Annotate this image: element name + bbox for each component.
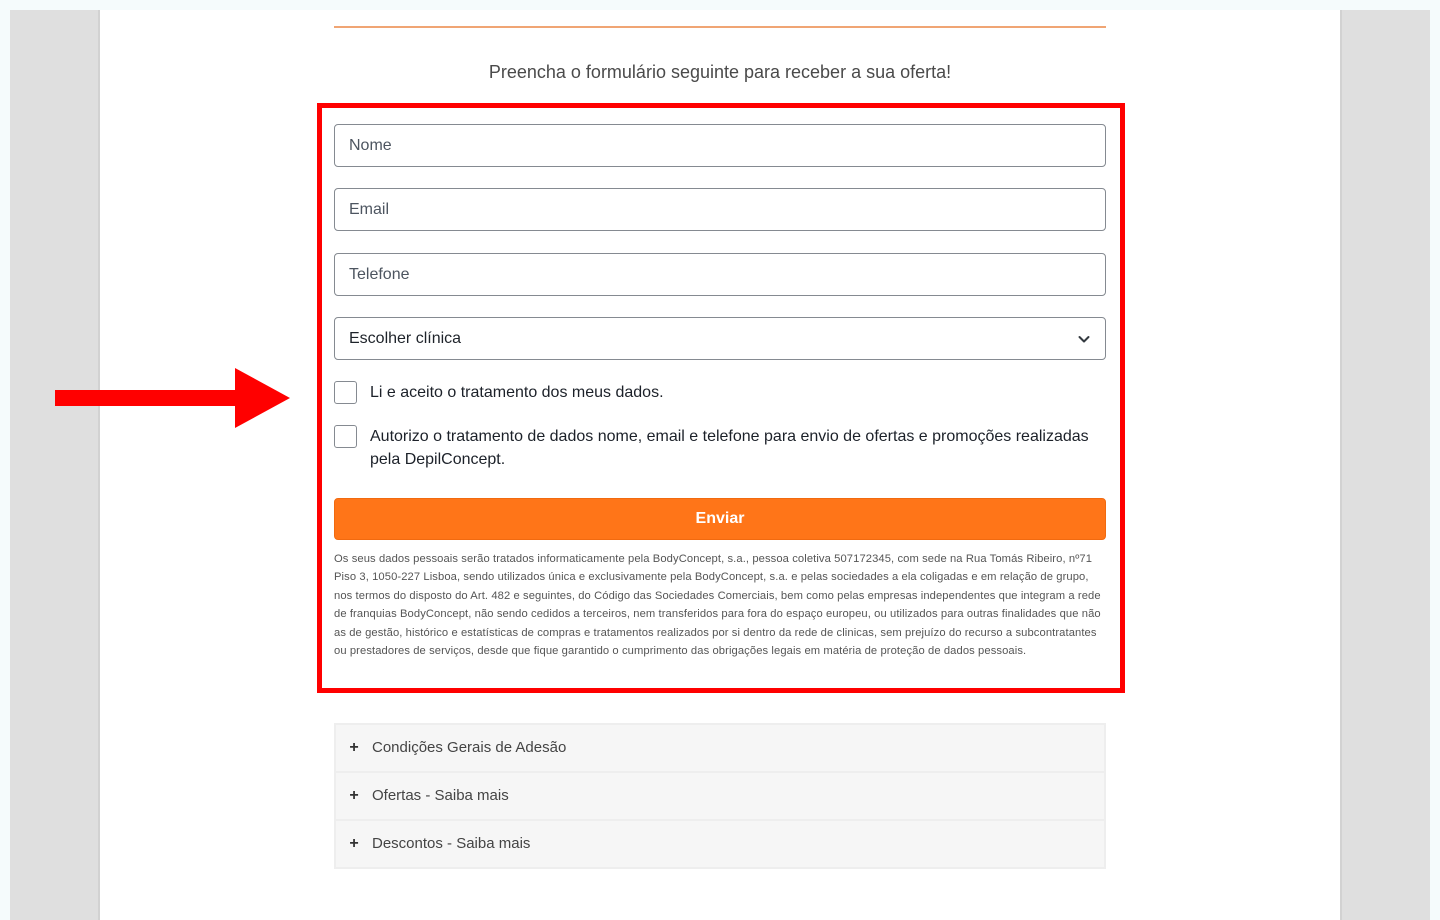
consent-row-marketing bbox=[334, 425, 1106, 471]
privacy-legal-text: Os seus dados pessoais serão tratados informaticamente pela BodyConcept, s.a., pessoa coletiva 507172345, com sede na Rua Tomás Ribeiro, nº71 Piso 3, 1050-227 Lisboa, sendo utilizados única e exclusivamente pela BodyConcept, s.a. e pelas sociedades a ela coligadas e em relação de grupo, nos termos do disposto do Art. 482 e seguintes, do Código das Sociedades Comerciais, bem como pelas empresas independentes que integram a rede de franquias BodyConcept, não sendo cedidos a terceiros, nem transferidos para fora do espaço europeu, ou utilizados para outras finalidades que não as de gestão, histórico e estatísticas de compras e tratamentos realizados por si dentro da rede de clinicas, sem prejuízo do recurso a subcontratantes ou prestadores de serviços, desde que fique garantido o cumprimento das obrigações legais em matéria de proteção de dados pessoais. bbox=[334, 553, 1101, 658]
name-input[interactable] bbox=[334, 124, 1106, 167]
consent-label-marketing: Autorizo o tratamento de dados nome, email e telefone para envio de ofertas e promoções realizadas pela DepilConcept. bbox=[370, 428, 1089, 468]
email-input[interactable] bbox=[334, 188, 1106, 231]
chevron-down-icon bbox=[1077, 332, 1091, 346]
accordion-item-offers[interactable] bbox=[334, 772, 1106, 821]
intro-text: Preencha o formulário seguinte para receber a sua oferta! bbox=[488, 62, 952, 82]
consent-checkbox-marketing[interactable] bbox=[334, 425, 357, 448]
plus-icon: + bbox=[349, 738, 359, 756]
consent-row-data-processing bbox=[334, 381, 1106, 404]
plus-icon: + bbox=[349, 834, 359, 852]
orange-divider bbox=[334, 26, 1106, 28]
submit-button[interactable]: Enviar bbox=[334, 498, 1106, 540]
red-arrow-annotation-icon bbox=[55, 368, 290, 428]
phone-input[interactable] bbox=[334, 253, 1106, 296]
accordion-label: Condições Gerais de Adesão bbox=[372, 739, 567, 757]
clinic-select[interactable] bbox=[334, 317, 1106, 360]
info-accordion bbox=[334, 723, 1106, 869]
accordion-label: Descontos - Saiba mais bbox=[372, 835, 531, 853]
accordion-item-discounts[interactable] bbox=[334, 820, 1106, 869]
plus-icon: + bbox=[349, 786, 359, 804]
consent-label-data-processing: Li e aceito o tratamento dos meus dados. bbox=[370, 384, 664, 401]
accordion-item-conditions[interactable] bbox=[334, 723, 1106, 772]
clinic-select-value: Escolher clínica bbox=[349, 329, 462, 347]
consent-checkbox-data-processing[interactable] bbox=[334, 381, 357, 404]
accordion-label: Ofertas - Saiba mais bbox=[372, 787, 509, 805]
